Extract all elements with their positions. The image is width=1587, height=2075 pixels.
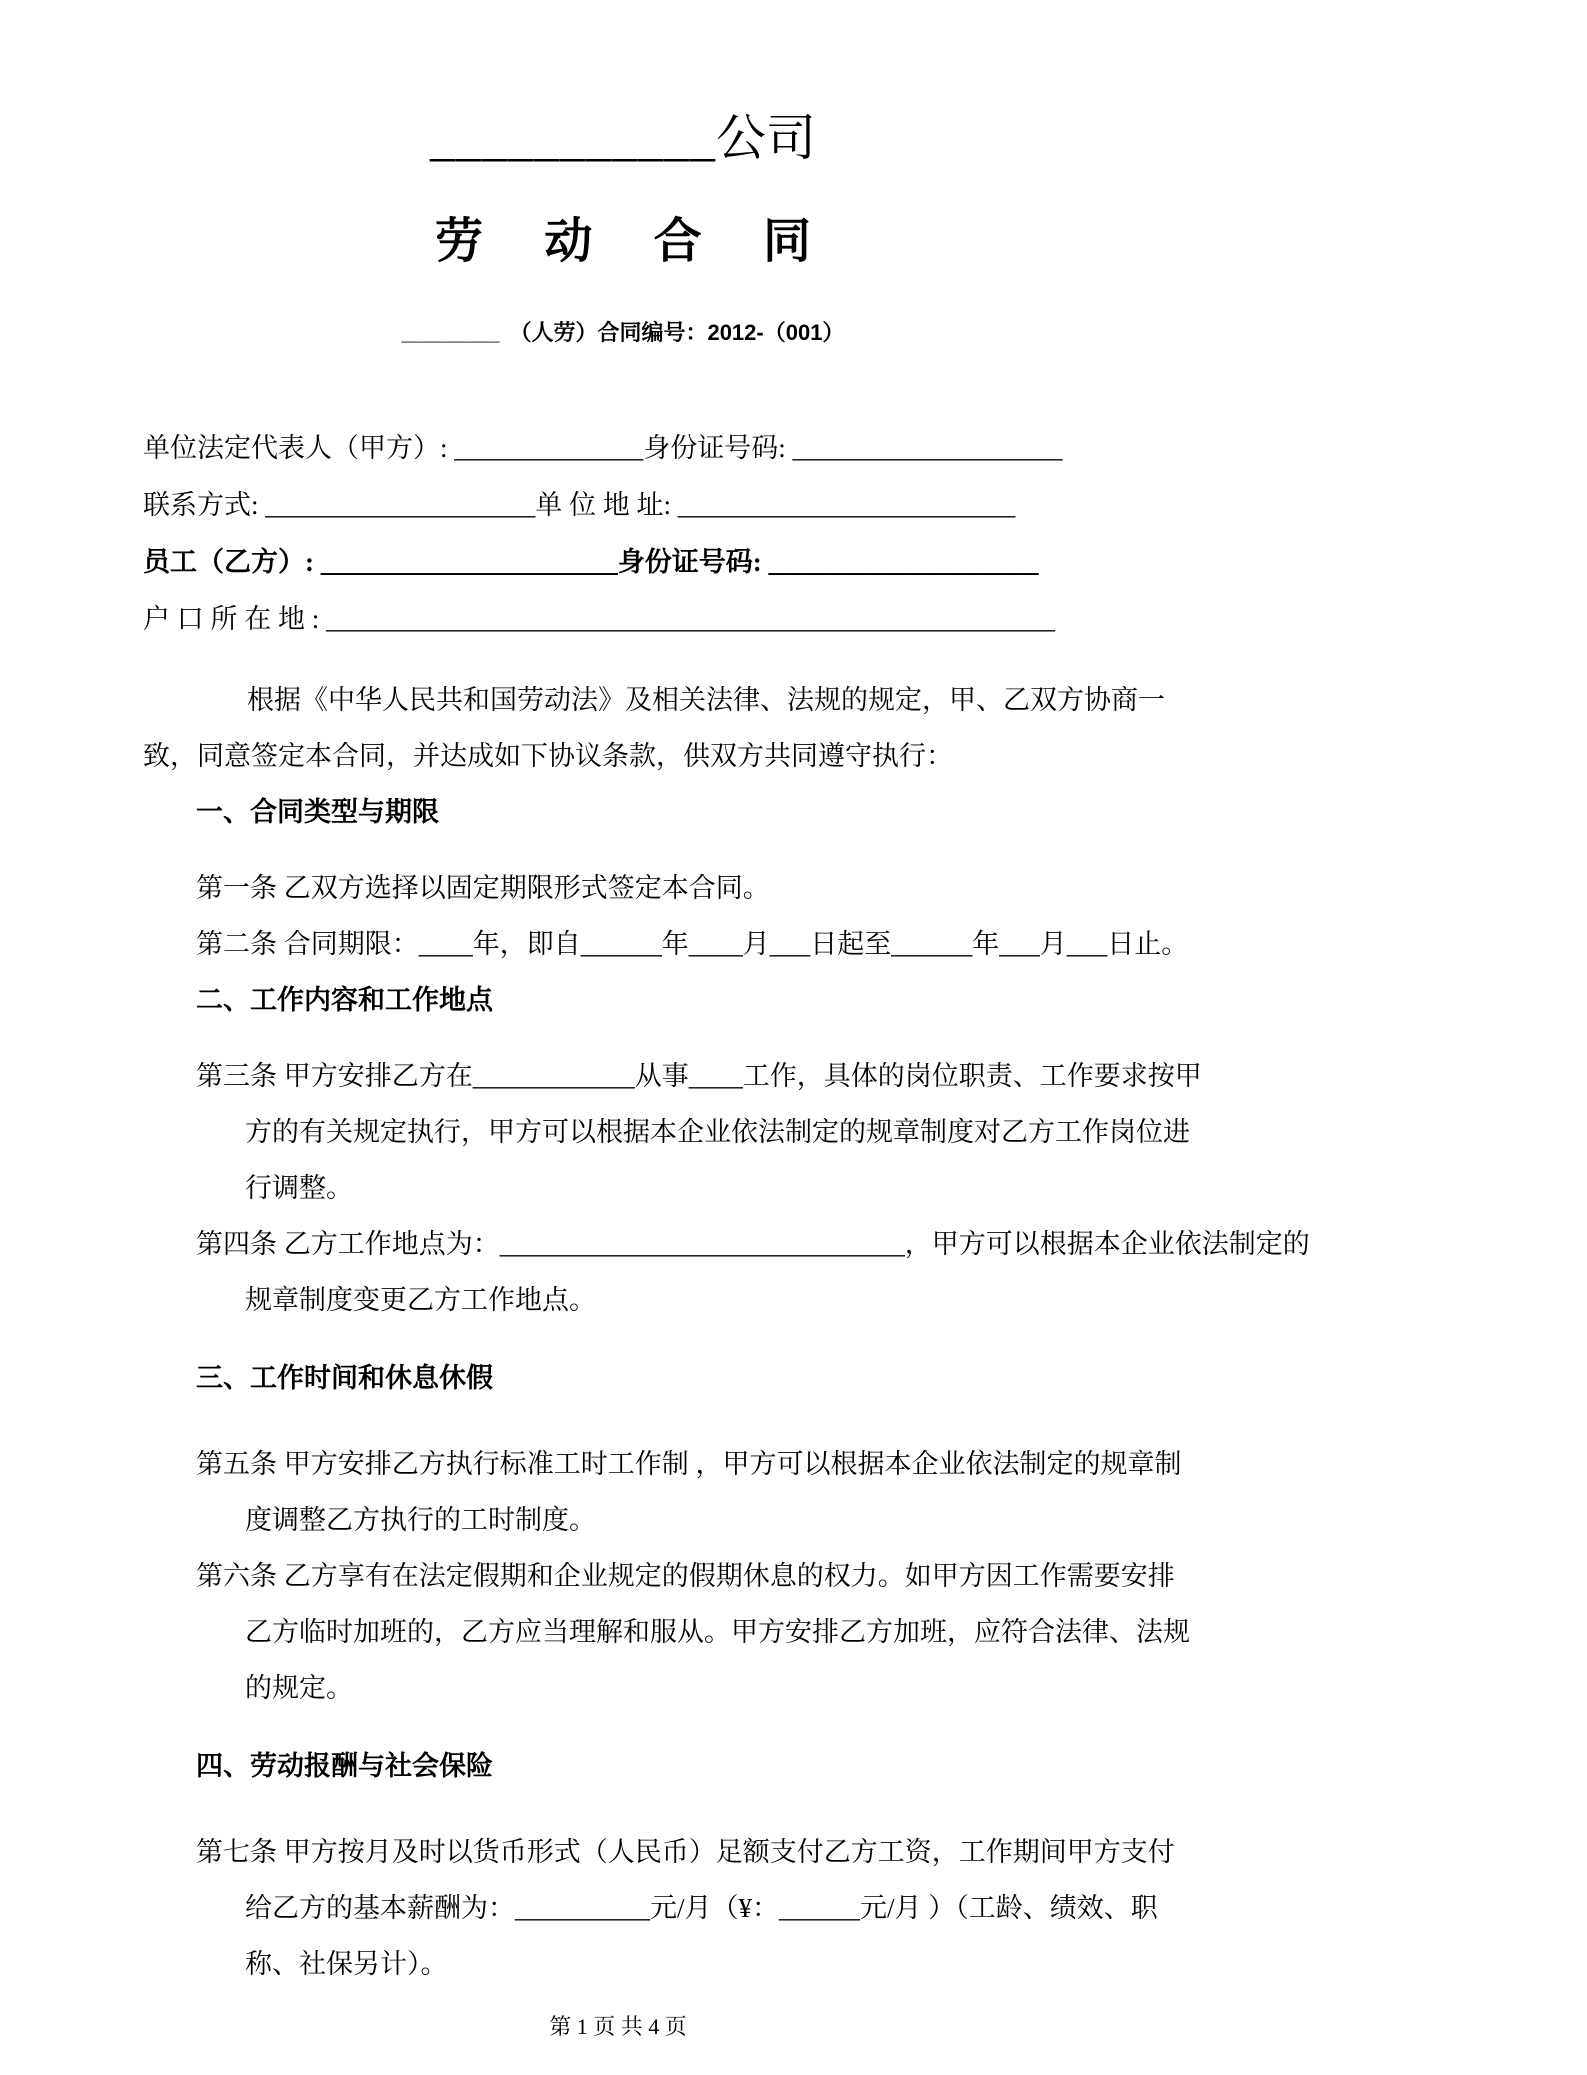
intro-paragraph-line: 致，同意签定本合同，并达成如下协议条款，供双方共同遵守执行： — [143, 741, 953, 771]
form-row-legal-representative — [143, 420, 1103, 477]
page-footer: 第 1 页 共 4 页 — [549, 2014, 687, 2039]
party-info-form — [143, 420, 1103, 648]
clause-3-line: 第三条 甲方安排乙方在____________从事____工作，具体的岗位职责、工作要求按甲 — [196, 1061, 1202, 1091]
clause-6-line: 第六条 乙方享有在法定假期和企业规定的假期休息的权力。如甲方因工作需要安排 — [196, 1561, 1175, 1591]
registered-residence-blank: ______________________________________________________ — [326, 604, 1056, 634]
employer-id-number-blank: ____________________ — [792, 433, 1063, 463]
employee-id-number-label: 身份证号码: — [617, 547, 769, 577]
contract-number-text: （人劳）合同编号：2012-（001） — [509, 320, 845, 345]
company-title-suffix: 公司 — [716, 110, 816, 166]
clause-3-line: 行调整。 — [245, 1173, 353, 1203]
section-heading-remuneration: 四、劳动报酬与社会保险 — [196, 1751, 493, 1781]
form-row-employee — [143, 534, 1103, 591]
contract-number-line — [143, 318, 1103, 348]
company-name-blank: ___________ — [430, 110, 716, 166]
clause-2-line: 第二条 合同期限：____年，即自______年____月___日起至______年___月___日止。 — [196, 929, 1189, 959]
employee-name-blank: ______________________ — [320, 547, 618, 577]
clause-4-line: 第四条 乙方工作地点为：______________________________，甲方可以根据本企业依法制定的 — [196, 1229, 1310, 1259]
document-title: 劳 动 合 同 — [434, 215, 835, 268]
clause-6-line: 的规定。 — [245, 1673, 353, 1703]
clause-7-line: 第七条 甲方按月及时以货币形式（人民币）足额支付乙方工资，工作期间甲方支付 — [196, 1837, 1175, 1867]
clause-7-line: 给乙方的基本薪酬为：__________元/月（¥：______元/月 ）（工龄、绩效、职 — [245, 1893, 1158, 1923]
clause-7-line: 称、社保另计）。 — [245, 1949, 448, 1979]
section-heading-working-hours: 三、工作时间和休息休假 — [196, 1363, 493, 1393]
contract-body — [143, 672, 1310, 1992]
section-heading-contract-type: 一、合同类型与期限 — [196, 797, 439, 827]
clause-3-line: 方的有关规定执行，甲方可以根据本企业依法制定的规章制度对乙方工作岗位进 — [245, 1117, 1190, 1147]
form-row-contact — [143, 477, 1103, 534]
form-row-registered-residence — [143, 591, 1103, 648]
company-title-line — [143, 88, 1103, 188]
contact-label: 联系方式: — [143, 490, 266, 520]
employee-id-number-blank: ____________________ — [768, 547, 1039, 577]
employer-id-number-label: 身份证号码: — [643, 433, 793, 463]
contract-number-blank: ________ — [401, 320, 500, 345]
contact-blank: ____________________ — [265, 490, 536, 520]
employer-address-label: 单 位 地 址: — [535, 490, 678, 520]
clause-4-line: 规章制度变更乙方工作地点。 — [245, 1285, 596, 1315]
section-heading-work-content: 二、工作内容和工作地点 — [196, 985, 493, 1015]
employee-label: 员工（乙方）: — [143, 547, 321, 577]
employer-address-blank: _________________________ — [677, 490, 1016, 520]
clause-1-line: 第一条 乙双方选择以固定期限形式签定本合同。 — [196, 873, 770, 903]
intro-paragraph-line: 根据《中华人民共和国劳动法》及相关法律、法规的规定，甲、乙双方协商一 — [247, 685, 1165, 715]
clause-5-line: 度调整乙方执行的工时制度。 — [245, 1505, 596, 1535]
registered-residence-label: 户 口 所 在 地 : — [143, 604, 327, 634]
legal-representative-blank: ______________ — [454, 433, 644, 463]
clause-6-line: 乙方临时加班的，乙方应当理解和服从。甲方安排乙方加班，应符合法律、法规 — [245, 1617, 1190, 1647]
legal-representative-label: 单位法定代表人（甲方）: — [143, 433, 455, 463]
clause-5-line: 第五条 甲方安排乙方执行标准工时工作制 ，甲方可以根据本企业依法制定的规章制 — [196, 1449, 1182, 1479]
